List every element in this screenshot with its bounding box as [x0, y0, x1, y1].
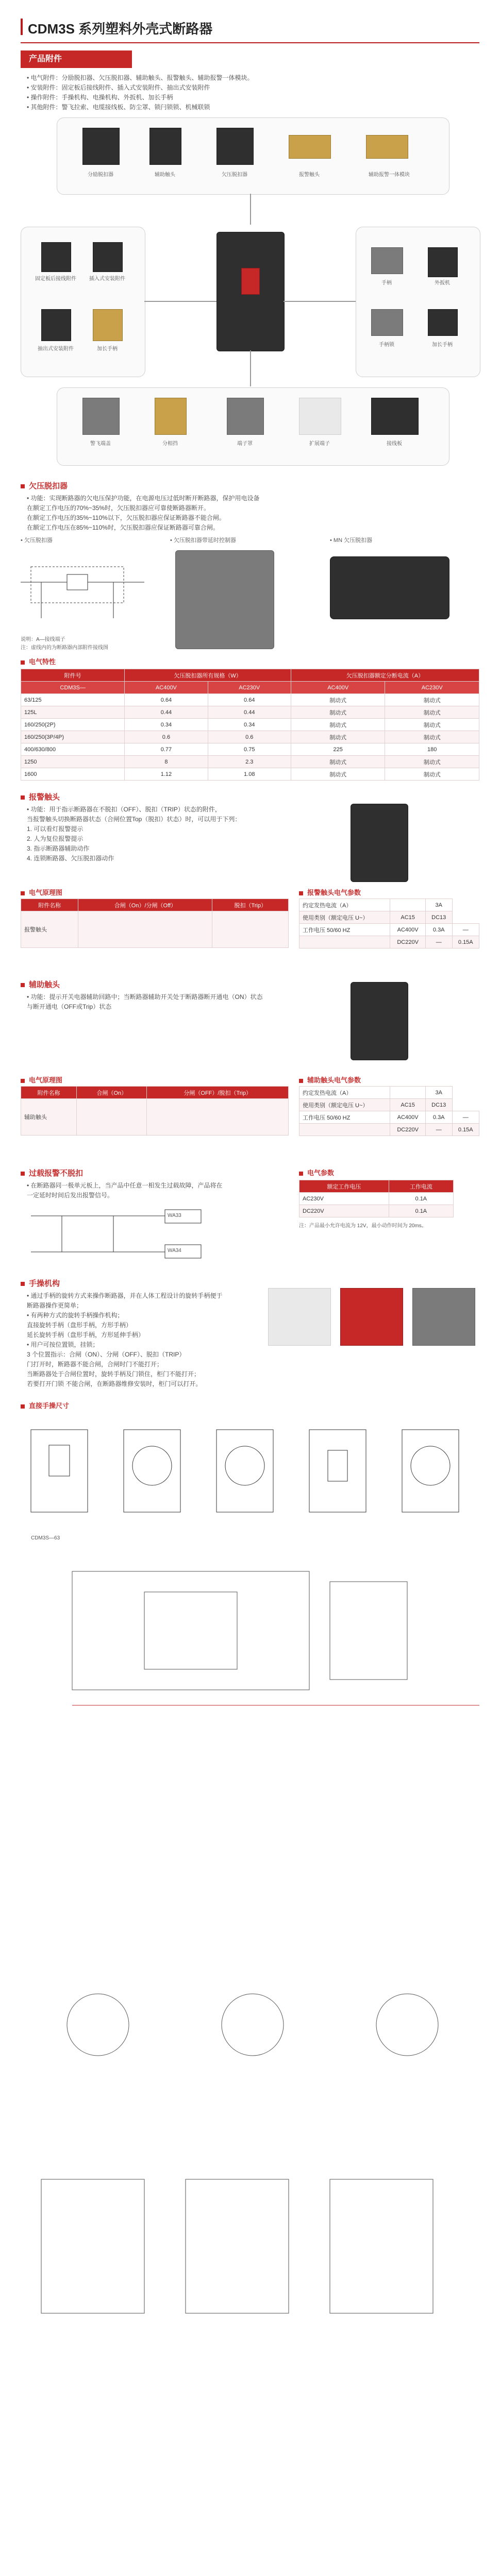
table-cell	[299, 936, 390, 948]
manual-dimension-drawings	[21, 1414, 479, 1533]
table-header: 附件名称	[21, 899, 78, 911]
table-cell: 制动式	[385, 719, 479, 731]
connector-line	[250, 350, 251, 386]
overload-note: 注：产品最小允许电流为 12V，最小动作时间为 20ms。	[299, 1223, 427, 1229]
module-label: WA34	[168, 1248, 181, 1253]
accessories-heading: 产品附件	[21, 50, 132, 68]
handle-image	[371, 247, 403, 274]
diagram-caption: • 欠压脱扣器带延时控制器	[170, 537, 236, 544]
table-cell: 160/250(3P/4P)	[21, 731, 125, 743]
alarm-param-title: 报警触头电气参数	[299, 887, 361, 897]
table-row	[21, 756, 479, 768]
diagram-caption: • MN 欠压脱扣器	[330, 537, 373, 544]
table-cell: 制动式	[385, 731, 479, 743]
technical-drawings	[21, 1561, 479, 2576]
accessory-caption: 分相挡	[162, 441, 178, 447]
auxiliary-heading: 辅助触头	[21, 979, 60, 990]
terminal-shield-image	[227, 398, 264, 435]
table-cell: 约定发热电流（A）	[299, 899, 390, 911]
accessory-caption: 警飞端盖	[90, 441, 111, 447]
table-row	[21, 694, 479, 706]
table-cell: 1.08	[208, 768, 291, 781]
table-cell: 报警触头	[21, 911, 78, 948]
module-label: WA33	[168, 1213, 181, 1218]
table-cell: 3A	[425, 899, 452, 911]
diagram-caption: • 欠压脱扣器	[21, 537, 53, 544]
table-cell: 制动式	[291, 756, 385, 768]
alarm-param-body	[299, 899, 479, 948]
overload-wiring-diagram	[31, 1206, 247, 1262]
table-cell: 制动式	[291, 706, 385, 719]
table-cell: 1250	[21, 756, 125, 768]
auxiliary-contact-photo	[351, 982, 408, 1060]
table-header: 合闸（On）	[77, 1087, 147, 1099]
overload-param-table	[299, 1180, 454, 1217]
auxiliary-text: • 功能：提示开关电器辅助回路中；当断路器辅助开关处于断路器断开通电（ON）状态 与断开通电（OFF或Trip）状态	[27, 993, 263, 1010]
table-cell: 63/125	[21, 694, 125, 706]
table-cell: 制动式	[291, 694, 385, 706]
table-cell: 0.6	[208, 731, 291, 743]
table-cell	[390, 1087, 426, 1099]
table-cell: 0.64	[208, 694, 291, 706]
table-cell: 160/250(2P)	[21, 719, 125, 731]
table-cell: DC13	[425, 911, 452, 924]
page-title: CDM3S 系列塑料外壳式断路器	[28, 21, 213, 37]
accessory-caption: 加长手柄	[432, 342, 453, 348]
aux-alarm-module-image	[366, 135, 408, 159]
table-header: CDM3S—	[21, 682, 125, 694]
table-cell: 制动式	[385, 756, 479, 768]
table-cell: —	[425, 936, 452, 948]
mn-undervoltage-image	[330, 556, 449, 619]
undervoltage-text: • 功能：实现断路器的欠电压保护功能，在电源电压过低时断开断路器，保护用电设备 在额定工作电压的70%~35%时，欠压脱扣器应可靠使断路器断开。 在额定工作电压的35%~110%以下，欠压脱扣器应保证断路器不能合闸。 在额定工作电压在85%~110%时，欠压脱扣器应保证断路器可靠合闸。	[27, 495, 260, 531]
table-row	[21, 731, 479, 743]
manual-heading: 手操机构	[21, 1278, 60, 1289]
accessory-caption: 固定板后接线附件	[35, 276, 76, 282]
manual-dim-title: 直接手操尺寸	[21, 1400, 69, 1410]
expansion-terminal-image	[299, 398, 341, 435]
connector-line	[144, 301, 216, 302]
table-row	[299, 936, 479, 948]
dimension-drawings-area	[21, 1561, 479, 2576]
table-cell: AC15	[390, 1099, 426, 1111]
handle-lock-image	[371, 309, 403, 336]
table-cell: 制动式	[291, 731, 385, 743]
extended-handle-image	[93, 309, 123, 341]
table-cell: AC400V	[390, 1111, 426, 1124]
table-cell: 使用类别（额定电压 U~）	[299, 1099, 390, 1111]
undervoltage-table-body	[21, 694, 479, 781]
table-header: 附件名称	[21, 1087, 77, 1099]
plugin-mount-image	[93, 242, 123, 272]
table-header: AC400V	[125, 682, 208, 694]
table-row	[299, 924, 479, 936]
shunt-trip-image	[82, 128, 120, 165]
table-cell: 0.1A	[389, 1205, 453, 1217]
aux-diagram-table	[21, 1086, 289, 1136]
table-row	[21, 743, 479, 756]
accessory-caption: 抽出式安装附件	[38, 346, 74, 352]
connection-plate-image	[371, 398, 419, 435]
extension-handle-image	[428, 309, 458, 336]
external-handle-image	[428, 247, 458, 277]
table-cell: 制动式	[385, 768, 479, 781]
switch-symbol-on	[77, 1099, 147, 1136]
table-row	[299, 911, 479, 924]
drawing-caption: CDM3S—63	[31, 1535, 60, 1541]
table-cell: AC400V	[390, 924, 426, 936]
accessories-text: • 电气附件：分励脱扣器、欠压脱扣器、辅助触头、报警触头、辅助报警一体模块。 • 安装附件：固定板后接线附件、插入式安装附件、抽出式安装附件 • 操作附件：手操机构、电操机构、外扳机、加长手柄 • 其他附件：警飞拉索、电缆接线板、防尘罩、锁闩锁锁、机械联锁	[27, 74, 254, 111]
table-cell: 3A	[425, 1087, 452, 1099]
table-cell: 0.15A	[452, 1124, 479, 1136]
alarm-diagram-title: 电气原理图	[21, 887, 62, 897]
table-row	[299, 1111, 479, 1124]
connector-line	[284, 301, 356, 302]
accessory-caption: 手柄锁	[379, 342, 394, 348]
table-row	[299, 1087, 479, 1099]
table-header: 附件号	[21, 669, 125, 682]
accessory-caption: 外扳机	[435, 280, 450, 286]
table-cell: 225	[291, 743, 385, 756]
alarm-diagram-table	[21, 899, 289, 948]
table-header: 分闸（OFF）/脱扣（Trip）	[147, 1087, 289, 1099]
table-cell: 1.12	[125, 768, 208, 781]
table-cell: —	[425, 1124, 452, 1136]
accessory-caption: 辅助触头	[155, 172, 175, 178]
undervoltage-wiring-diagram	[21, 551, 144, 629]
table-cell: 工作电压 50/60 HZ	[299, 924, 390, 936]
accessory-caption: 分励脱扣器	[88, 172, 113, 178]
accessory-caption: 接线板	[387, 441, 402, 447]
table-cell: 0.34	[208, 719, 291, 731]
terminal-cover-image	[82, 398, 120, 435]
undervoltage-heading: 欠压脱扣器	[21, 480, 68, 491]
undervoltage-delay-image	[175, 550, 274, 649]
accessory-caption: 辅助报警一体模块	[369, 172, 410, 178]
table-cell: 0.6	[125, 731, 208, 743]
table-cell: 180	[385, 743, 479, 756]
header-accent	[21, 19, 23, 35]
switch-symbol-closed	[212, 911, 289, 948]
table-header: 欠压脱扣器额定分断电流（A）	[291, 669, 479, 682]
alarm-contact-photo	[351, 804, 408, 882]
table-cell: 400/630/800	[21, 743, 125, 756]
table-cell: 制动式	[291, 768, 385, 781]
aux-param-body	[299, 1087, 479, 1136]
table-row	[21, 706, 479, 719]
accessory-caption: 手柄	[381, 280, 392, 286]
phase-barrier-image	[155, 398, 187, 435]
wiring-note: 注：虚线内的为断路器内部附件接线图	[21, 645, 108, 651]
manual-text: • 通过手柄的旋转方式来操作断路器，并在人体工程设计的旋转手柄便于 断路器操作更简单； • 有两种方式的旋转手柄操作机构； 直接旋转手柄（盘形手柄，方形手柄） 延长旋转手柄（盘形手柄，方形延伸手柄） • 用户可按位置锁，挂锁； 3 个位置指示：合闸（ON）、分闸（OFF）、脱扣（TRIP） 门打开时，断路器不能合闸，合闸时门不能打开； 当断路器处于合闸位置时，旋转手柄及门锁住，柜门不能打开； 若要打开门锁 不能合闸，在断路器维修安装时，柜门可以打开。	[27, 1292, 223, 1387]
accessory-caption: 欠压脱扣器	[222, 172, 247, 178]
table-cell: 辅助触头	[21, 1099, 77, 1136]
table-cell: AC15	[390, 911, 426, 924]
manual-handle-photo	[268, 1288, 331, 1346]
table-header: AC230V	[385, 682, 479, 694]
table-cell: DC13	[425, 1099, 452, 1111]
switch-symbol-off	[147, 1099, 289, 1136]
alarm-text: • 功能：用于指示断路器在不脱扣（OFF）、脱扣（TRIP）状态的附件， 当报警触头切换断路器状态（合闸位置Top（脱扣）状态）时，可以用于下列： 1. 可以看灯报警提示 2. 人为复位报警提示 3. 指示断路器辅助动作 4. 连锁断路器、欠压脱扣器动作	[27, 806, 241, 862]
table-header: 额定工作电压	[299, 1180, 389, 1193]
table-cell: 125L	[21, 706, 125, 719]
overload-heading: 过载报警不脱扣	[21, 1167, 83, 1178]
accessory-caption: 加长手柄	[97, 346, 118, 352]
table-cell	[390, 899, 426, 911]
table-row	[299, 1205, 454, 1217]
rotary-handle-photo	[340, 1288, 403, 1346]
accessory-caption: 报警触头	[299, 172, 320, 178]
accessory-caption: 端子罩	[237, 441, 253, 447]
table-cell: DC220V	[390, 1124, 426, 1136]
table-cell: 0.44	[208, 706, 291, 719]
table-row	[299, 1124, 479, 1136]
table-header: AC230V	[208, 682, 291, 694]
overload-param-title: 电气参数	[299, 1167, 334, 1177]
table-row	[21, 719, 479, 731]
alarm-param-table	[299, 899, 479, 948]
left-accessory-panel	[21, 227, 145, 377]
table-cell: 0.44	[125, 706, 208, 719]
table-cell: 0.64	[125, 694, 208, 706]
table-header: 工作电流	[389, 1180, 453, 1193]
table-cell	[299, 1124, 390, 1136]
table-cell: 使用类别（额定电压 U~）	[299, 911, 390, 924]
table-cell: 0.75	[208, 743, 291, 756]
table-cell: 0.15A	[452, 936, 479, 948]
alarm-heading: 报警触头	[21, 791, 60, 802]
overload-param-body	[299, 1193, 454, 1217]
table-row	[21, 768, 479, 781]
aux-param-title: 辅助触头电气参数	[299, 1075, 361, 1084]
table-cell: 0.3A	[425, 924, 452, 936]
breaker-handle	[241, 268, 260, 295]
overload-text: • 在断路器同一极单元板上，当产品中任意一相发生过载故障，产品将在 一定延时时间后发出报警信号。	[27, 1182, 223, 1199]
table-row	[299, 1099, 479, 1111]
undervoltage-table	[21, 669, 479, 781]
table-header: AC400V	[291, 682, 385, 694]
aux-diagram-title: 电气原理图	[21, 1075, 62, 1084]
accessory-caption: 插入式安装附件	[89, 276, 125, 282]
extended-handle-photo	[412, 1288, 475, 1346]
rear-connection-image	[41, 242, 71, 272]
table-row	[299, 1193, 454, 1205]
table-cell: 0.77	[125, 743, 208, 756]
table-cell: 制动式	[385, 694, 479, 706]
table-header: 合闸（On）/分闸（Off）	[78, 899, 212, 911]
table-cell: 工作电压 50/60 HZ	[299, 1111, 390, 1124]
table-cell: 8	[125, 756, 208, 768]
aux-contact-image	[149, 128, 181, 165]
table-cell: AC230V	[299, 1193, 389, 1205]
alarm-contact-image	[289, 135, 331, 159]
table-header: 欠压脱扣器所有规格（W）	[125, 669, 291, 682]
table-cell: DC220V	[390, 936, 426, 948]
table-cell: 0.1A	[389, 1193, 453, 1205]
table-row	[299, 899, 479, 911]
table-cell: 0.34	[125, 719, 208, 731]
table-cell: 2.3	[208, 756, 291, 768]
table-cell: DC220V	[299, 1205, 389, 1217]
table-cell: 1600	[21, 768, 125, 781]
aux-param-table	[299, 1086, 479, 1136]
electrical-table-title: 电气特性	[21, 656, 56, 666]
connector-line	[250, 194, 251, 225]
switch-symbol-open	[78, 911, 212, 948]
table-cell: —	[452, 1111, 479, 1124]
table-header: 脱扣（Trip）	[212, 899, 289, 911]
table-cell: —	[452, 924, 479, 936]
table-cell: 制动式	[291, 719, 385, 731]
wiring-note: 说明：A—接线端子	[21, 637, 65, 642]
table-cell: 0.3A	[425, 1111, 452, 1124]
accessory-caption: 扩展端子	[309, 441, 330, 447]
undervoltage-image	[216, 128, 254, 165]
page-header	[21, 11, 479, 43]
table-cell: 制动式	[385, 706, 479, 719]
drawout-mount-image	[41, 309, 71, 341]
table-cell: 约定发热电流（A）	[299, 1087, 390, 1099]
